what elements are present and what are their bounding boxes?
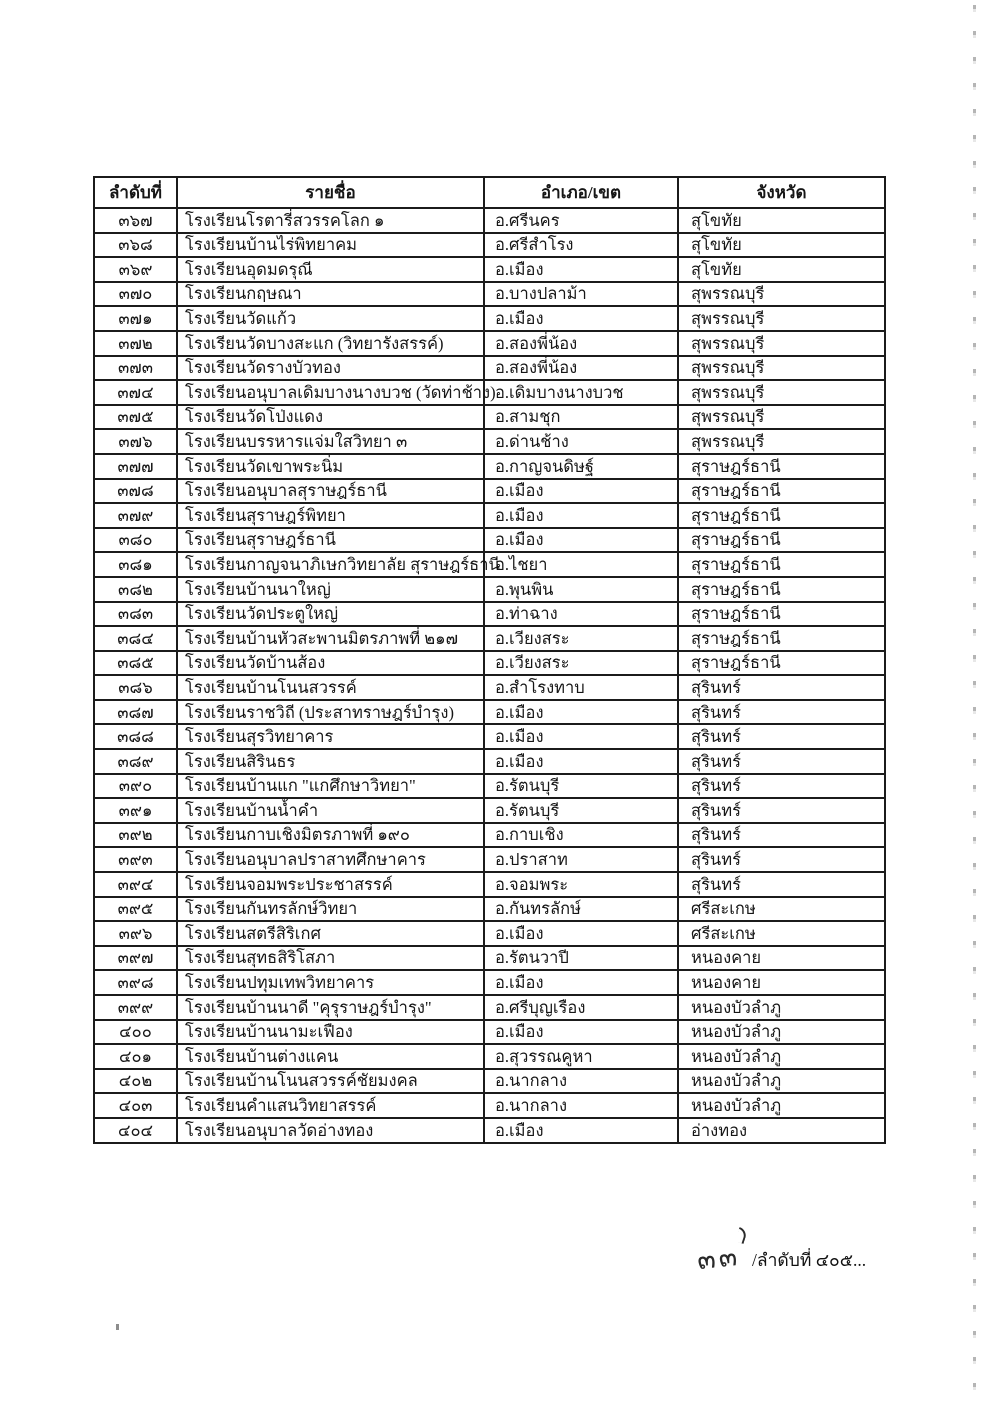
cell-district: อ.เมือง <box>484 528 678 553</box>
table-row <box>94 503 885 528</box>
table-row <box>94 602 885 627</box>
cell-no: ๔๐๔ <box>94 1118 177 1143</box>
school-table <box>93 176 886 1144</box>
cell-province: สุรินทร์ <box>678 749 885 774</box>
cell-district: อ.นากลาง <box>484 1093 678 1118</box>
cell-no: ๔๐๐ <box>94 1020 177 1045</box>
table-row <box>94 995 885 1020</box>
cell-name: โรงเรียนวัดเขาพระนิ่ม <box>177 454 484 479</box>
cell-district: อ.นากลาง <box>484 1069 678 1094</box>
cell-district: อ.เมือง <box>484 724 678 749</box>
cell-district: อ.สองพี่น้อง <box>484 331 678 356</box>
table-row <box>94 356 885 381</box>
cell-district: อ.พุนพิน <box>484 577 678 602</box>
cell-no: ๔๐๓ <box>94 1093 177 1118</box>
table-row <box>94 257 885 282</box>
cell-province: ศรีสะเกษ <box>678 897 885 922</box>
cell-name: โรงเรียนบ้านโนนสวรรค์ชัยมงคล <box>177 1069 484 1094</box>
cell-name: โรงเรียนอุดมดรุณี <box>177 257 484 282</box>
cell-no: ๓๗๓ <box>94 356 177 381</box>
table-row <box>94 306 885 331</box>
cell-district: อ.เมือง <box>484 970 678 995</box>
table-row <box>94 921 885 946</box>
cell-district: อ.จอมพระ <box>484 872 678 897</box>
cell-no: ๓๗๖ <box>94 429 177 454</box>
cell-district: อ.เมือง <box>484 749 678 774</box>
cell-name: โรงเรียนวัดโป่งแดง <box>177 405 484 430</box>
table-row <box>94 798 885 823</box>
cell-name: โรงเรียนบ้านนาดี "คุรุราษฎร์บำรุง" <box>177 995 484 1020</box>
cell-name: โรงเรียนอนุบาลสุราษฎร์ธานี <box>177 479 484 504</box>
cell-no: ๓๘๐ <box>94 528 177 553</box>
cell-no: ๓๖๙ <box>94 257 177 282</box>
cell-name: โรงเรียนวัดรางบัวทอง <box>177 356 484 381</box>
cell-name: โรงเรียนคำแสนวิทยาสรรค์ <box>177 1093 484 1118</box>
cell-province: สุรินทร์ <box>678 700 885 725</box>
cell-no: ๓๙๐ <box>94 774 177 799</box>
cell-no: ๓๗๐ <box>94 282 177 307</box>
cell-name: โรงเรียนสุทธสิริโสภา <box>177 946 484 971</box>
cell-no: ๓๙๗ <box>94 946 177 971</box>
cell-no: ๓๙๙ <box>94 995 177 1020</box>
cell-district: อ.เมือง <box>484 257 678 282</box>
cell-no: ๓๗๘ <box>94 479 177 504</box>
table-row <box>94 872 885 897</box>
table-row <box>94 405 885 430</box>
cell-name: โรงเรียนวัดบางสะแก (วิทยารังสรรค์) <box>177 331 484 356</box>
cell-no: ๓๘๙ <box>94 749 177 774</box>
cell-province: สุโขทัย <box>678 233 885 258</box>
cell-district: อ.ท่าฉาง <box>484 602 678 627</box>
cell-name: โรงเรียนราชวิถี (ประสาทราษฎร์บำรุง) <box>177 700 484 725</box>
cell-district: อ.บางปลาม้า <box>484 282 678 307</box>
table-row <box>94 282 885 307</box>
cell-name: โรงเรียนโรตารี่สวรรคโลก ๑ <box>177 208 484 233</box>
handwritten-page-number: ๓๓ <box>695 1240 742 1276</box>
cell-province: สุพรรณบุรี <box>678 356 885 381</box>
cell-name: โรงเรียนสิรินธร <box>177 749 484 774</box>
cell-no: ๓๙๑ <box>94 798 177 823</box>
table-row <box>94 774 885 799</box>
cell-no: ๓๘๒ <box>94 577 177 602</box>
cell-district: อ.สุวรรณคูหา <box>484 1044 678 1069</box>
cell-no: ๓๘๖ <box>94 675 177 700</box>
cell-district: อ.เวียงสระ <box>484 626 678 651</box>
cell-no: ๓๙๕ <box>94 897 177 922</box>
cell-province: สุรินทร์ <box>678 724 885 749</box>
cell-district: อ.กาญจนดิษฐ์ <box>484 454 678 479</box>
cell-no: ๓๗๔ <box>94 380 177 405</box>
cell-province: สุพรรณบุรี <box>678 405 885 430</box>
cell-province: สุโขทัย <box>678 208 885 233</box>
cell-district: อ.สองพี่น้อง <box>484 356 678 381</box>
cell-province: หนองคาย <box>678 970 885 995</box>
table-row <box>94 749 885 774</box>
table-row <box>94 577 885 602</box>
cell-district: อ.ด่านช้าง <box>484 429 678 454</box>
cell-name: โรงเรียนกันทรลักษ์วิทยา <box>177 897 484 922</box>
cell-province: สุราษฎร์ธานี <box>678 626 885 651</box>
cell-province: สุรินทร์ <box>678 675 885 700</box>
cell-province: สุรินทร์ <box>678 798 885 823</box>
cell-no: ๓๖๗ <box>94 208 177 233</box>
table-row <box>94 1093 885 1118</box>
cell-name: โรงเรียนอนุบาลเดิมบางนางบวช (วัดท่าช้าง) <box>177 380 484 405</box>
cell-name: โรงเรียนสุราษฎร์พิทยา <box>177 503 484 528</box>
cell-district: อ.รัตนบุรี <box>484 798 678 823</box>
cell-no: ๓๗๙ <box>94 503 177 528</box>
cell-name: โรงเรียนบ้านไร่พิทยาคม <box>177 233 484 258</box>
cell-province: สุราษฎร์ธานี <box>678 528 885 553</box>
cell-province: หนองบัวลำภู <box>678 1044 885 1069</box>
cell-district: อ.สามชุก <box>484 405 678 430</box>
cell-province: หนองบัวลำภู <box>678 995 885 1020</box>
table-row <box>94 1044 885 1069</box>
cell-name: โรงเรียนอนุบาลวัดอ่างทอง <box>177 1118 484 1143</box>
cell-no: ๓๘๗ <box>94 700 177 725</box>
cell-province: สุพรรณบุรี <box>678 429 885 454</box>
cell-name: โรงเรียนสุรวิทยาคาร <box>177 724 484 749</box>
cell-province: สุราษฎร์ธานี <box>678 454 885 479</box>
cell-name: โรงเรียนบ้านน้ำคำ <box>177 798 484 823</box>
table-row <box>94 897 885 922</box>
table-row <box>94 823 885 848</box>
cell-province: สุพรรณบุรี <box>678 282 885 307</box>
cell-province: สุรินทร์ <box>678 872 885 897</box>
cell-district: อ.เวียงสระ <box>484 651 678 676</box>
school-table-body <box>94 208 885 1143</box>
table-row <box>94 970 885 995</box>
cell-name: โรงเรียนกาญจนาภิเษกวิทยาลัย สุราษฎร์ธานี <box>177 552 484 577</box>
cell-district: อ.ศรีบุญเรือง <box>484 995 678 1020</box>
cell-province: สุราษฎร์ธานี <box>678 577 885 602</box>
cell-province: สุราษฎร์ธานี <box>678 503 885 528</box>
cell-province: สุรินทร์ <box>678 823 885 848</box>
cell-province: สุรินทร์ <box>678 774 885 799</box>
cell-province: หนองบัวลำภู <box>678 1069 885 1094</box>
table-row <box>94 331 885 356</box>
cell-province: สุราษฎร์ธานี <box>678 651 885 676</box>
table-header-row <box>94 177 885 208</box>
cell-district: อ.เมือง <box>484 306 678 331</box>
handwritten-flourish-mark <box>735 1227 748 1244</box>
cell-district: อ.เมือง <box>484 700 678 725</box>
cell-name: โรงเรียนสตรีสิริเกศ <box>177 921 484 946</box>
cell-name: โรงเรียนบ้านโนนสวรรค์ <box>177 675 484 700</box>
table-row <box>94 208 885 233</box>
cell-no: ๓๗๗ <box>94 454 177 479</box>
cell-province: หนองบัวลำภู <box>678 1093 885 1118</box>
table-row <box>94 700 885 725</box>
cell-name: โรงเรียนบ้านหัวสะพานมิตรภาพที่ ๒๑๗ <box>177 626 484 651</box>
cell-no: ๓๙๔ <box>94 872 177 897</box>
cell-district: อ.กันทรลักษ์ <box>484 897 678 922</box>
table-row <box>94 380 885 405</box>
table-row <box>94 724 885 749</box>
scan-artifact-dot <box>116 1324 119 1330</box>
cell-no: ๓๙๓ <box>94 847 177 872</box>
cell-no: ๓๗๕ <box>94 405 177 430</box>
cell-province: สุพรรณบุรี <box>678 380 885 405</box>
table-row <box>94 675 885 700</box>
cell-no: ๓๘๑ <box>94 552 177 577</box>
cell-name: โรงเรียนบ้านต่างแคน <box>177 1044 484 1069</box>
cell-no: ๓๘๘ <box>94 724 177 749</box>
table-row <box>94 429 885 454</box>
table-row <box>94 1069 885 1094</box>
table-row <box>94 233 885 258</box>
table-row <box>94 1020 885 1045</box>
cell-no: ๓๖๘ <box>94 233 177 258</box>
cell-province: สุโขทัย <box>678 257 885 282</box>
cell-name: โรงเรียนกฤษณา <box>177 282 484 307</box>
cell-name: โรงเรียนบ้านแก "แกศึกษาวิทยา" <box>177 774 484 799</box>
table-row <box>94 847 885 872</box>
cell-district: อ.เมือง <box>484 1118 678 1143</box>
cell-name: โรงเรียนบ้านนามะเฟือง <box>177 1020 484 1045</box>
cell-no: ๓๘๕ <box>94 651 177 676</box>
cell-district: อ.รัตนบุรี <box>484 774 678 799</box>
cell-province: สุพรรณบุรี <box>678 331 885 356</box>
cell-name: โรงเรียนบรรหารแจ่มใสวิทยา ๓ <box>177 429 484 454</box>
cell-name: โรงเรียนปทุมเทพวิทยาคาร <box>177 970 484 995</box>
cell-name: โรงเรียนสุราษฎร์ธานี <box>177 528 484 553</box>
col-header-province: จังหวัด <box>678 177 885 208</box>
table-row <box>94 528 885 553</box>
cell-district: อ.เมือง <box>484 479 678 504</box>
cell-name: โรงเรียนวัดประตูใหญ่ <box>177 602 484 627</box>
col-header-no: ลำดับที่ <box>94 177 177 208</box>
table-row <box>94 454 885 479</box>
cell-no: ๓๗๑ <box>94 306 177 331</box>
cell-no: ๓๙๖ <box>94 921 177 946</box>
col-header-district: อำเภอ/เขต <box>484 177 678 208</box>
cell-district: อ.เมือง <box>484 503 678 528</box>
scan-artifact-dotted-line <box>973 5 976 1395</box>
cell-name: โรงเรียนวัดบ้านส้อง <box>177 651 484 676</box>
cell-province: ศรีสะเกษ <box>678 921 885 946</box>
cell-no: ๓๙๒ <box>94 823 177 848</box>
continuation-note: /ลำดับที่ ๔๐๕... <box>752 1250 867 1270</box>
cell-name: โรงเรียนวัดแก้ว <box>177 306 484 331</box>
cell-no: ๔๐๒ <box>94 1069 177 1094</box>
cell-district: อ.เดิมบางนางบวช <box>484 380 678 405</box>
cell-province: สุรินทร์ <box>678 847 885 872</box>
cell-district: อ.ไชยา <box>484 552 678 577</box>
cell-no: ๓๗๒ <box>94 331 177 356</box>
cell-province: หนองคาย <box>678 946 885 971</box>
cell-province: สุราษฎร์ธานี <box>678 602 885 627</box>
cell-province: สุราษฎร์ธานี <box>678 552 885 577</box>
cell-name: โรงเรียนบ้านนาใหญ่ <box>177 577 484 602</box>
cell-province: สุราษฎร์ธานี <box>678 479 885 504</box>
table-row <box>94 552 885 577</box>
table-row <box>94 626 885 651</box>
table-row <box>94 479 885 504</box>
cell-district: อ.กาบเชิง <box>484 823 678 848</box>
cell-district: อ.ปราสาท <box>484 847 678 872</box>
table-row <box>94 1118 885 1143</box>
table-row <box>94 946 885 971</box>
cell-district: อ.สำโรงทาบ <box>484 675 678 700</box>
cell-district: อ.เมือง <box>484 921 678 946</box>
cell-district: อ.รัตนวาปี <box>484 946 678 971</box>
cell-no: ๓๙๘ <box>94 970 177 995</box>
cell-no: ๓๘๔ <box>94 626 177 651</box>
cell-district: อ.ศรีสำโรง <box>484 233 678 258</box>
table-row <box>94 651 885 676</box>
cell-province: อ่างทอง <box>678 1118 885 1143</box>
col-header-name: รายชื่อ <box>177 177 484 208</box>
cell-province: สุพรรณบุรี <box>678 306 885 331</box>
cell-province: หนองบัวลำภู <box>678 1020 885 1045</box>
cell-name: โรงเรียนจอมพระประชาสรรค์ <box>177 872 484 897</box>
cell-district: อ.ศรีนคร <box>484 208 678 233</box>
cell-no: ๔๐๑ <box>94 1044 177 1069</box>
cell-no: ๓๘๓ <box>94 602 177 627</box>
cell-name: โรงเรียนกาบเชิงมิตรภาพที่ ๑๙๐ <box>177 823 484 848</box>
cell-name: โรงเรียนอนุบาลปราสาทศึกษาคาร <box>177 847 484 872</box>
cell-district: อ.เมือง <box>484 1020 678 1045</box>
